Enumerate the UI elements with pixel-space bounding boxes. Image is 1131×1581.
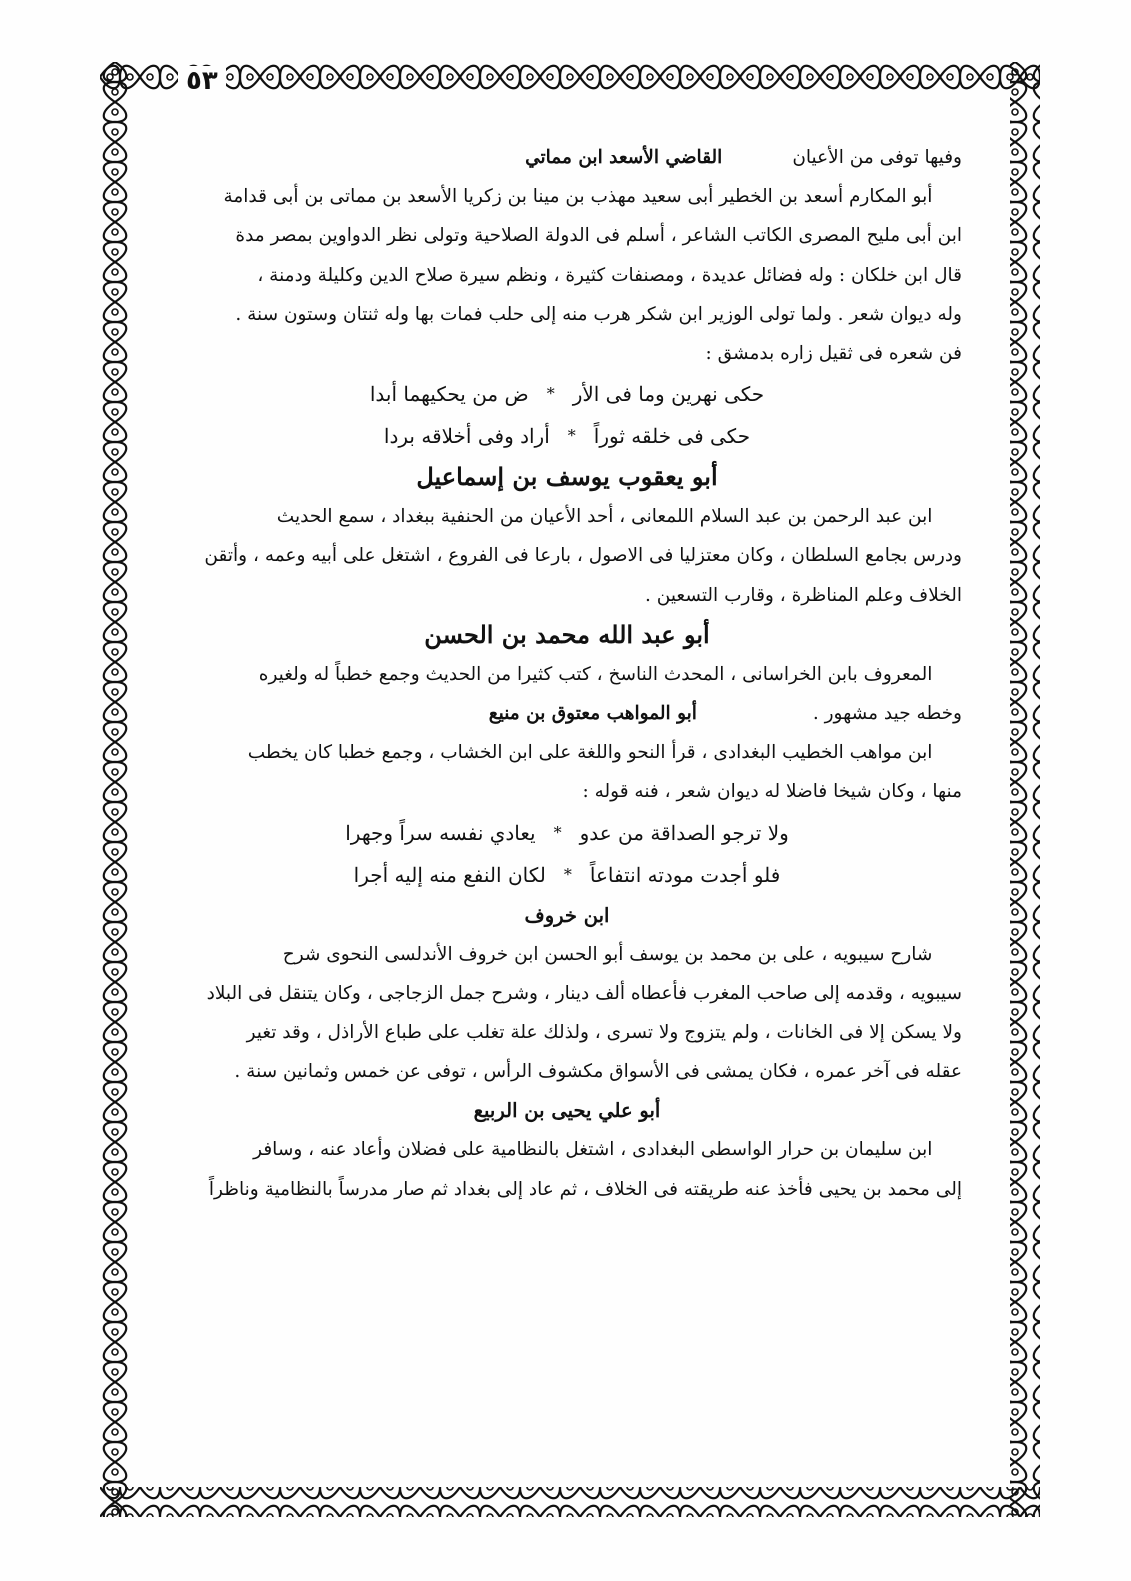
paragraph-line: إلى محمد بن يحيى فأخذ عنه طريقته فى الخلاف ، ثم عاد إلى بغداد ثم صار مدرساً بالنظامية وناظراً — [208, 1178, 962, 1200]
paragraph-line: قال ابن خلكان : وله فضائل عديدة ، ومصنفات كثيرة ، ونظم سيرة صلاح الدين وكليلة ودمنة ، — [257, 264, 962, 286]
entry-heading: ابن خروف — [524, 903, 610, 927]
paragraph-line: المعروف بابن الخراسانى ، المحدث الناسخ ، كتب كثيرا من الحديث وجمع خطباً له ولغيره — [258, 663, 933, 685]
heading-line — [172, 138, 962, 177]
paragraph-line: أبو المكارم أسعد بن الخطير أبى سعيد مهذب بن مينا بن زكريا الأسعد بن مماتى بن أبى قدامة — [223, 186, 933, 208]
paragraph-line: ودرس بجامع السلطان ، وكان معتزليا فى الاصول ، بارعا فى الفروع ، اشتغل على أبيه وعمه ، وأتقن — [204, 545, 962, 567]
paragraph-line: منها ، وكان شيخا فاضلا له ديوان شعر ، فنه قوله : — [582, 781, 962, 803]
paragraph-line: شارح سيبويه ، على بن محمد بن يوسف أبو الحسن ابن خروف الأندلسى النحوى شرح — [282, 943, 933, 965]
hemistich: ض من يحكيهما أبدا — [369, 382, 529, 407]
entry-heading: أبو يعقوب يوسف بن إسماعيل — [416, 462, 718, 492]
hemistich: فلو أجدت مودته انتفاعاً — [589, 862, 781, 887]
verse-separator: * — [567, 426, 576, 446]
hemistich: حكى نهرين وما فى الأر — [572, 382, 765, 407]
poem-verse — [172, 854, 962, 896]
paragraph-end: وخطه جيد مشهور . — [812, 703, 962, 725]
paragraph-line: فن شعره فى ثقيل زاره بدمشق : — [705, 343, 962, 365]
paragraph-line: الخلاف وعلم المناظرة ، وقارب التسعين . — [644, 584, 962, 606]
poem-verse — [172, 415, 962, 457]
page-body — [172, 138, 962, 1209]
paragraph-line: وله ديوان شعر . ولما تولى الوزير ابن شكر هرب منه إلى حلب فمات بها وله ثنتان وستون سنة . — [235, 303, 962, 325]
poem-verse — [172, 812, 962, 854]
verse-separator: * — [553, 822, 562, 842]
entry-heading: أبو علي يحيى بن الربيع — [473, 1099, 661, 1123]
hemistich: أراد وفى أخلاقه بردا — [383, 424, 550, 449]
entry-heading: القاضي الأسعد ابن مماتي — [525, 147, 723, 168]
hemistich: ولا ترجو الصداقة من عدو — [579, 820, 789, 845]
paragraph-line: عقله فى آخر عمره ، فكان يمشى فى الأسواق مكشوف الرأس ، توفى عن خمس وثمانين سنة . — [234, 1061, 962, 1083]
entry-heading: أبو عبد الله محمد بن الحسن — [424, 619, 710, 649]
verse-separator: * — [563, 864, 572, 884]
paragraph-line: ابن مواهب الخطيب البغدادى ، قرأ النحو واللغة على ابن الخشاب ، وجمع خطبا كان يخطب — [247, 742, 933, 764]
verse-separator: * — [546, 384, 555, 404]
paragraph-line: سيبويه ، وقدمه إلى صاحب المغرب فأعطاه ألف دينار ، وشرح جمل الزجاجى ، وكان يتنقل فى البلاد — [206, 982, 962, 1004]
paragraph-line: ابن عبد الرحمن بن عبد السلام اللمعانى ، أحد الأعيان من الحنفية ببغداد ، سمع الحديث — [276, 506, 933, 528]
poem-verse — [172, 373, 962, 415]
paragraph-line: ولا يسكن إلا فى الخانات ، ولم يتزوج ولا تسرى ، ولذلك علة تغلب على طباع الأراذل ، وقد تغير — [246, 1022, 962, 1044]
entry-heading: أبو المواهب معتوق بن منيع — [488, 703, 697, 725]
deaths-label: وفيها توفى من الأعيان — [792, 147, 962, 168]
hemistich: يعادي نفسه سراً وجهرا — [345, 820, 536, 845]
paragraph-line: ابن أبى مليح المصرى الكاتب الشاعر ، أسلم فى الدولة الصلاحية وتولى نظر الدواوين بمصر مدة — [235, 225, 962, 247]
hemistich: حكى فى خلقه ثوراً — [593, 424, 751, 449]
page-number: ٥٣ — [178, 66, 226, 96]
hemistich: لكان النفع منه إليه أجرا — [353, 862, 546, 887]
paragraph-line: ابن سليمان بن حرار الواسطى البغدادى ، اشتغل بالنظامية على فضلان وأعاد عنه ، وسافر — [253, 1139, 933, 1161]
paragraph-line — [172, 694, 962, 733]
